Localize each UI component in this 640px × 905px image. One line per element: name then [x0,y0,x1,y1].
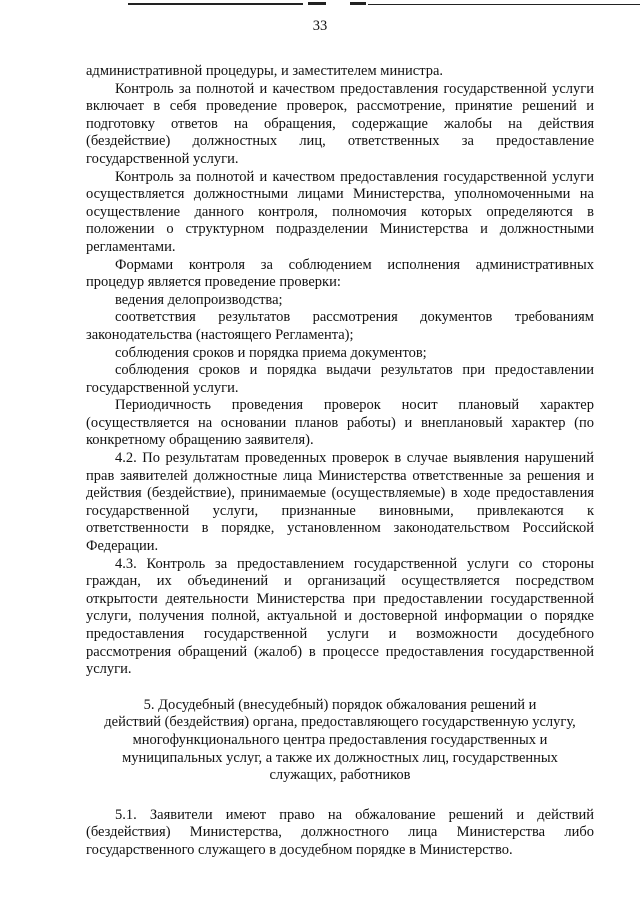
list-item: ведения делопроизводства; [115,291,283,308]
paragraph: Формами контроля за соблюдением исполнения административных процедур является проведение проверки: [86,256,594,291]
heading-line: действий (бездействия) органа, предоставляющего государственную услугу, [104,714,576,731]
list-item: соблюдения сроков и порядка выдачи результатов при предоставлении государственной услуги. [86,362,594,396]
paragraph: административной процедуры, и заместителем министра. [86,63,444,79]
paragraph: 4.3. Контроль за предоставлением государственной услуги со стороны граждан, их объединений и организаций осуществляется посредством открытости деятельности Министерства при предоставлении государственной услуги, получения полной, актуальной и достоверной информации о порядке предоставления государственной услуги и возможности досудебного рассмотрения обращений (жалоб) в процессе предоставления государственной услуги. [86,555,594,678]
section-heading [86,697,594,785]
paragraph: Периодичность проведения проверок носит плановый характер (осуществляется на основании планов работы) и внеплановый характер (по конкретному обращению заявителя). [86,397,594,449]
list-item: соблюдения сроков и порядка приема документов; [115,344,427,361]
paragraph: Контроль за полнотой и качеством предоставления государственной услуги осуществляется должностными лицами Министерства, уполномоченными на осуществление данного контроля, полномочия которых определяются в положении о структурном подразделении Министерства и должностными регламентами. [86,168,594,255]
heading-line: многофункционального центра предоставления государственных и [132,731,548,748]
page-number: 33 [312,18,328,34]
paragraph: Контроль за полнотой и качеством предоставления государственной услуги включает в себя проведение проверок, рассмотрение, принятие решений и подготовку ответов на обращения, содержащие жалобы на действия (бездействие) должностных лиц, ответственных за предоставление государственной услуги. [86,80,594,167]
heading-line: 5. Досудебный (внесудебный) порядок обжалования решений и [143,696,537,713]
scan-edge-artifact [0,0,640,8]
paragraph: 5.1. Заявители имеют право на обжалование решений и действий (бездействия) Министерства, должностного лица Министерства либо государственного служащего в досудебном порядке в Министерство. [86,806,594,858]
document-body [86,63,594,860]
paragraph: 4.2. По результатам проведенных проверок в случае выявления нарушений прав заявителей должностные лица Министерства ответственные за решения и действия (бездействие), принимаемые (осуществляемые) в ходе предоставления государственной услуги, признанные виновными, привлекаются к ответственности в порядке, установленном законодательством Российской Федерации. [86,450,594,555]
heading-line: служащих, работников [269,767,411,784]
heading-line: муниципальных услуг, а также их должностных лиц, государственных [122,749,558,766]
list-item: соответствия результатов рассмотрения документов требованиям законодательства (настоящего Регламента); [86,309,594,343]
